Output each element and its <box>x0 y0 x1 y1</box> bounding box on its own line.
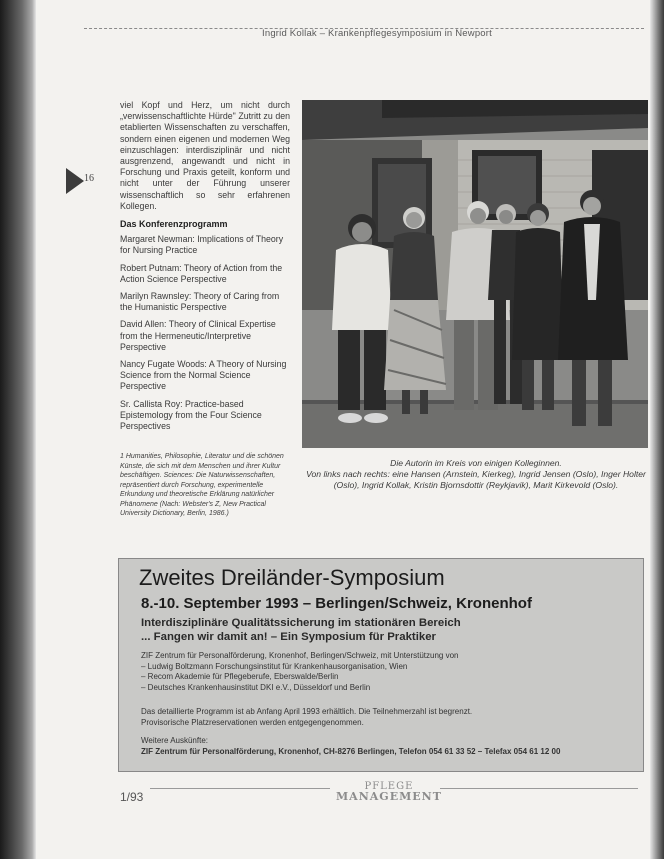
program-heading: Das Konferenzprogramm <box>120 219 228 230</box>
group-photo-illustration <box>302 100 648 448</box>
footer-rule <box>150 788 330 789</box>
photo-caption-line: Von links nach rechts: eine Hansen (Arnstein, Kierkeg), Ingrid Jensen (Oslo), Inger Holter (Oslo), Ingrid Kollak, Kristin Bjornsdottir (Reykjavik), Marit Kirkevold (Oslo). <box>306 469 646 490</box>
supporter-item: – Deutsches Krankenhausinstitut DKI e.V., Düsseldorf und Berlin <box>141 683 631 694</box>
ad-contact-label: Weitere Auskünfte: <box>141 736 208 745</box>
supporter-item: – Ludwig Boltzmann Forschungsinstitut für Krankenhausorganisation, Wien <box>141 662 631 673</box>
binding-gutter <box>0 0 36 859</box>
program-item: Margaret Newman: Implications of Theory for Nursing Practice <box>120 234 284 256</box>
program-item: Robert Putnam: Theory of Action from the Action Science Perspective <box>120 262 283 284</box>
logo-line: PFLEGE <box>364 781 414 792</box>
ad-supporters <box>141 651 631 693</box>
program-item: Marilyn Rawnsley: Theory of Caring from the Humanistic Perspective <box>120 291 280 313</box>
program-item: Nancy Fugate Woods: A Theory of Nursing Science from the Normal Science Perspective <box>120 359 287 392</box>
supporter-item: – Recom Akademie für Pflegeberufe, Eberswalde/Berlin <box>141 672 631 683</box>
running-header: Ingrid Kollak – Krankenpflegesymposium in Newport <box>262 28 492 39</box>
footnote: 1 Humanities, Philosophie, Literatur und die schönen Künste, die sich mit dem Menschen und ihrer Kultur beschäftigen. Sciences: Die Naturwissenschaften, repräsentiert durch Forschung, experimentelle Erkundung und theoretische Erklärung natürlicher Phänomene (Nach: Webster's Z, New Practical University Dictionary, Berlin, 1986.) <box>120 453 284 517</box>
ad-subtitle-line: Interdisziplinäre Qualitätssicherung im stationären Bereich <box>141 617 461 629</box>
photo-caption-line: Die Autorin im Kreis von einigen Kolleginnen. <box>390 458 562 468</box>
ad-info <box>141 707 631 728</box>
issue-number: 1/93 <box>120 790 144 804</box>
group-photo <box>302 100 648 448</box>
triangle-icon <box>66 168 84 194</box>
ad-title: Zweites Dreiländer-Symposium <box>139 565 445 590</box>
left-column <box>120 100 290 438</box>
program-item: David Allen: Theory of Clinical Expertise from the Hermeneutic/Interpretive Perspective <box>120 319 276 352</box>
photo-caption <box>306 458 646 491</box>
ad-info-line: Provisorische Platzreservationen werden entgegengenommen. <box>141 717 364 727</box>
page-number: 16 <box>84 173 94 184</box>
program-item: Sr. Callista Roy: Practice-based Epistemology from the Four Science Perspectives <box>120 398 262 432</box>
ad-subtitle-line: ... Fangen wir damit an! – Ein Symposium für Praktiker <box>141 630 436 643</box>
page-number-marker <box>66 168 104 194</box>
ad-contact <box>141 735 641 757</box>
ad-info-line: Das detaillierte Programm ist ab Anfang April 1993 erhältlich. Die Teilnehmerzahl ist begrenzt. <box>141 707 473 716</box>
footer-rule <box>440 788 638 789</box>
logo-line: MANAGEMENT <box>336 790 442 803</box>
ad-subtitle <box>141 617 461 644</box>
ad-support-intro: ZIF Zentrum für Personalförderung, Kronenhof, Berlingen/Schweiz, mit Unterstützung von <box>141 651 459 660</box>
advertisement-box <box>118 558 644 772</box>
page-edge <box>650 0 664 859</box>
ad-date-line: 8.-10. September 1993 – Berlingen/Schweiz, Kronenhof <box>141 595 532 612</box>
intro-paragraph: viel Kopf und Herz, um nicht durch „verwissenschaftlichte Hürde" Zutritt zu den etablierten Wissenschaften zu verschaffen, sondern einen eigenen und modernen Weg einzuschlagen: interdisziplinär und nicht ausgrenzend, angewandt und nicht in Forschung und Praxis geteilt, konform und nicht unter der Führung unserer wissenschaftlich so sehr erfahrenen Kollegen. <box>120 100 290 211</box>
magazine-logo <box>336 782 442 802</box>
ad-contact-line: ZIF Zentrum für Personalförderung, Kronenhof, CH-8276 Berlingen, Telefon 054 61 33 52 – Telefax 054 61 12 00 <box>141 747 561 756</box>
